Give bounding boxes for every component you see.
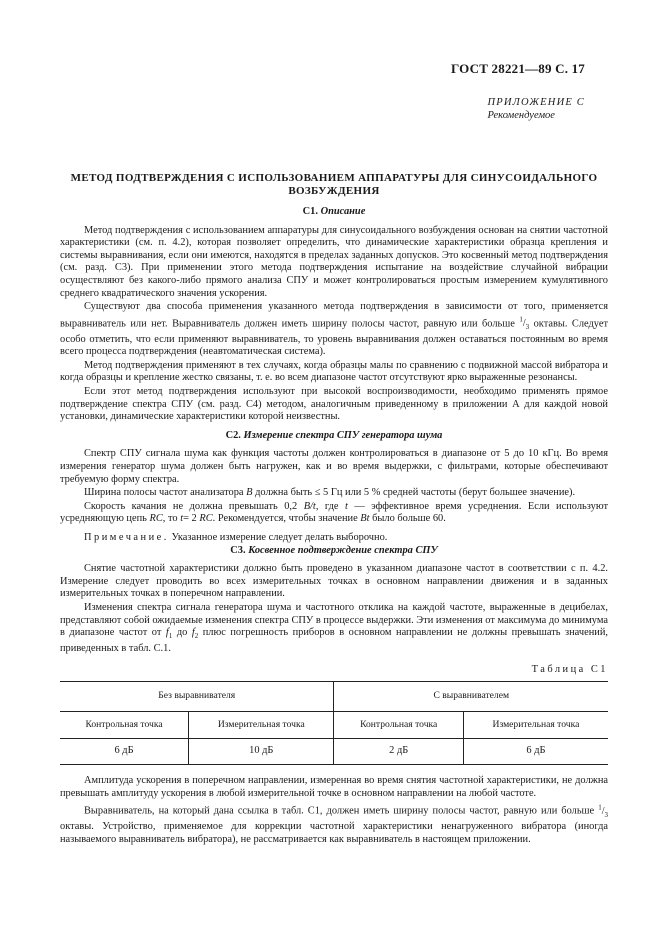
document-title: МЕТОД ПОДТВЕРЖДЕНИЯ С ИСПОЛЬЗОВАНИЕМ АППАРАТУРЫ ДЛЯ СИНУСОИДАЛЬНОГО ВОЗБУЖДЕНИЯ bbox=[70, 172, 598, 197]
paragraph: Изменения спектра сигнала генератора шума и частотного отклика на каждой частоте, выраженные в децибелах, представляют собой ожидаемые изменения спектра СПУ в процессе выдержки. Эти изменения от максимума до минимума в диапазоне частот от $f_1$ до $f_2$ плюс погрешность приборов в основном направлении не должны превышать значений, приведенных в табл. С.1. bbox=[60, 601, 608, 654]
table-cell: 6 дБ bbox=[463, 739, 608, 765]
page-header: ГОСТ 28221—89 С. 17 bbox=[451, 61, 585, 76]
fraction-one-third: $^1/_3$ bbox=[598, 803, 608, 819]
table-column-header: Измерительная точка bbox=[463, 712, 608, 739]
paragraph: Метод подтверждения с использованием аппаратуры для синусоидального возбуждения основан на снятии частотной характеристики (см. п. 4.2), которая позволяет определить, что динамические характеристики образца крепления и системы выравнивания, если они имеются, находятся в пределах заданных допусков. Это косвенный метод подтверждения (см. разд. С3). При применении этого метода подтверждения испытание на воздействие случайной вибрации осуществляют без какого-либо прямого анализа СПУ и может контролироваться простым измерением кумулятивного среднего квадратического значения ускорения. bbox=[60, 224, 608, 299]
table-column-header: Измерительная точка bbox=[189, 712, 334, 739]
section-heading-c1 bbox=[60, 206, 608, 219]
table-cell: 2 дБ bbox=[334, 739, 463, 765]
paragraph: Амплитуда ускорения в поперечном направлении, измеренная во время снятия частотной характеристики, не должна превышать амплитуду ускорения в любой измерительной точке в основном направлении на любой частоте. bbox=[60, 775, 608, 799]
table-cell: 6 дБ bbox=[60, 739, 189, 765]
paragraph: Снятие частотной характеристики должно быть проведено в указанном диапазоне частот в соответствии с п. 4.2. Измерение следует проводить во всех измерительных точках в основном направлении движения и в заданных измерительных точках в поперечном направлении. bbox=[60, 563, 608, 600]
table-column-header: Контрольная точка bbox=[60, 712, 189, 739]
paragraph: Скорость качания не должна превышать 0,2 B/t, где t — эффективное время усреднения. Если используют усредняющую цепь RC, то t= 2 RC. Рекомендуется, чтобы значение Bt было больше 60. bbox=[60, 500, 609, 525]
section-number: С3. bbox=[230, 544, 246, 556]
section-title: Описание bbox=[320, 206, 366, 217]
appendix-label bbox=[487, 96, 585, 122]
table-cell: 10 дБ bbox=[189, 739, 334, 765]
note: Примечание. Указанное измерение следует делать выборочно. bbox=[84, 531, 388, 543]
table-group-header: С выравнивателем bbox=[334, 682, 608, 712]
table-group-header: Без выравнивателя bbox=[60, 682, 334, 712]
section-heading-c3 bbox=[60, 545, 608, 558]
paragraph: Если этот метод подтверждения используют при высокой воспроизводимости, необходимо применять прямое подтверждение спектра СПУ (см. разд. С4) методом, аналогичным приведенному в приложении А для каждой новой установки, динамические характеристики которой неизвестны. bbox=[60, 386, 608, 423]
appendix-status: Рекомендуемое bbox=[487, 110, 555, 121]
fraction-one-third: $^1/_3$ bbox=[519, 315, 530, 332]
document-body bbox=[60, 206, 608, 846]
paragraph: Ширина полосы частот анализатора B должна быть ≤ 5 Гц или 5 % средней частоты (берут большее значение). bbox=[84, 487, 576, 499]
table-caption: Таблица С1 bbox=[531, 664, 608, 676]
paragraph: Выравниватель, на который дана ссылка в табл. С1, должен иметь ширину полосы частот, равную или больше $^1/_3$ октавы. Устройство, применяемое для коррекции частотной характеристики ненагруженного вибратора (иногда называемого выравниватель вибратора), не рассматривается как выравниватель в настоящем приложении. bbox=[60, 803, 608, 845]
appendix-title: ПРИЛОЖЕНИЕ С bbox=[487, 97, 585, 108]
paragraph: Существуют два способа применения указанного метода подтверждения в зависимости от того, применяется выравниватель или нет. Выравниватель должен иметь ширину полосы частот, равную или больше $^1/_3$ октавы. Следует особо отметить, что если применяют выравниватель, то уровень выравнивания должен оставаться постоянным во время всего процесса подтверждения (неавтоматическая система). bbox=[60, 301, 609, 358]
section-title: Косвенное подтверждение спектра СПУ bbox=[248, 544, 438, 556]
section-number: С2. bbox=[225, 429, 241, 441]
paragraph: Спектр СПУ сигнала шума как функция частоты должен контролироваться в диапазоне от 5 до 10 кГц. Во время измерения генератор шума должен быть нагружен, как и во время выдержки, с фильтрами, которые обеспечивают требуемую форму спектра. bbox=[60, 448, 608, 485]
table-column-header: Контрольная точка bbox=[334, 712, 463, 739]
section-number: С1. bbox=[302, 206, 318, 217]
data-table bbox=[60, 681, 608, 765]
paragraph: Метод подтверждения применяют в тех случаях, когда образцы малы по сравнению с подвижной массой вибратора и когда образцы и крепление жестко связаны, т. е. во всем диапазоне частот отсутствуют ярко выраженные резонансы. bbox=[60, 359, 608, 384]
section-heading-c2 bbox=[60, 430, 608, 443]
section-title: Измерение спектра СПУ генератора шума bbox=[243, 429, 443, 441]
